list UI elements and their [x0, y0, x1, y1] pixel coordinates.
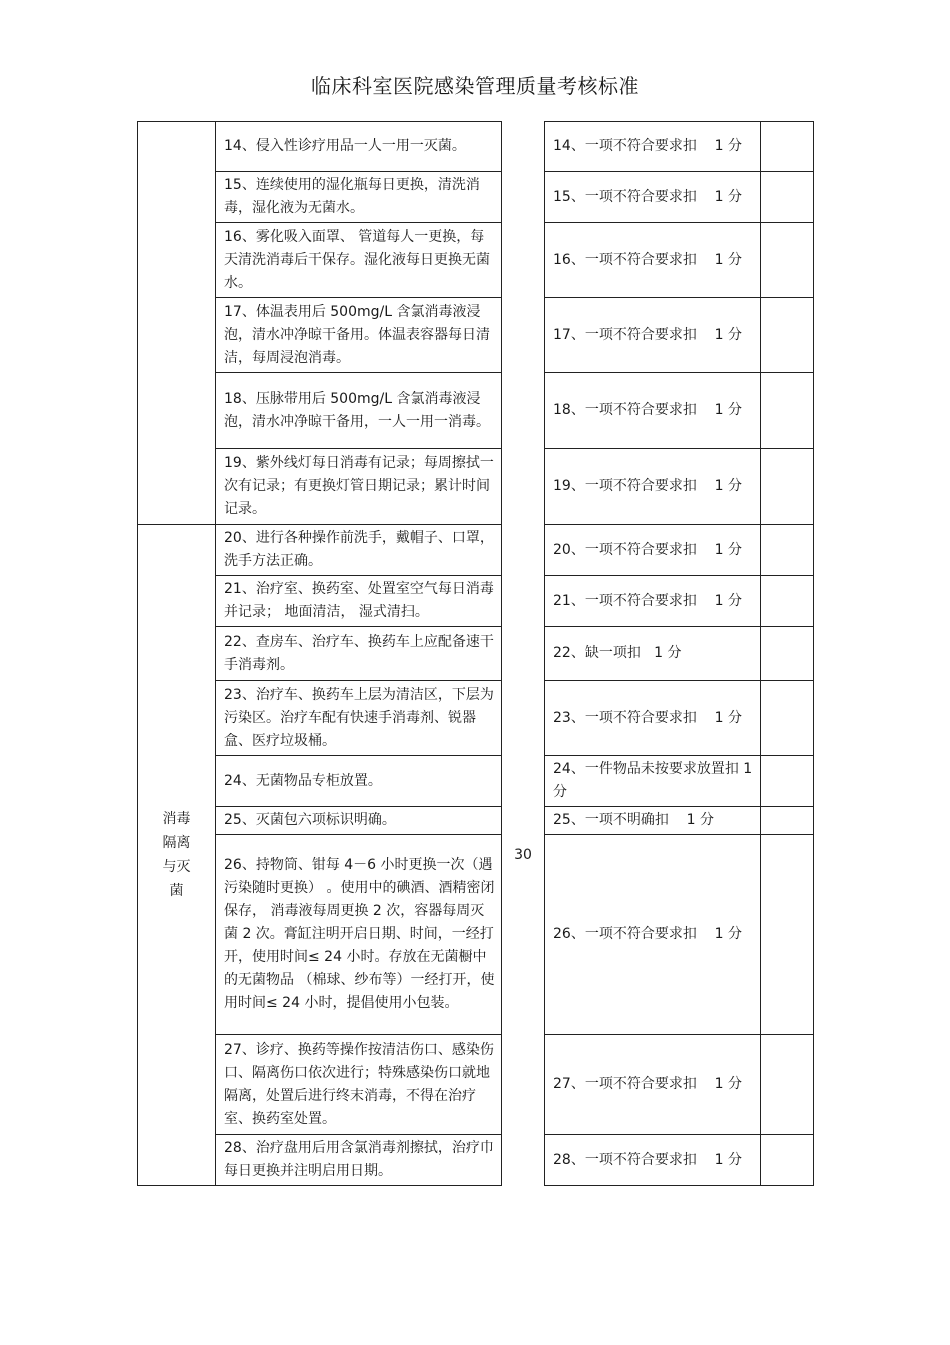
standard-cell: 15、连续使用的湿化瓶每日更换，清洗消毒，湿化液为无菌水。 — [216, 172, 502, 223]
score-cell — [761, 807, 814, 835]
table-row — [138, 122, 814, 172]
deduction-text: 19、一项不符合要求扣 1 分 — [553, 478, 742, 494]
standard-cell: 18、压脉带用后 500mg/L 含氯消毒液浸泡，清水冲净晾干备用，一人一用一消毒。 — [216, 373, 502, 449]
standard-cell: 16、雾化吸入面罩、 管道每人一更换，每天清洗消毒后干保存。湿化液每日更换无菌水。 — [216, 223, 502, 298]
score-cell — [761, 756, 814, 807]
standard-cell: 20、进行各种操作前洗手，戴帽子、口罩，洗手方法正确。 — [216, 525, 502, 576]
table-row — [138, 525, 814, 576]
deduction-text: 24、一件物品未按要求放置扣 1 分 — [553, 761, 757, 800]
deduction-text: 23、一项不符合要求扣 1 分 — [553, 709, 742, 726]
standard-cell: 22、查房车、治疗车、换药车上应配备速干手消毒剂。 — [216, 627, 502, 681]
deduction-text: 26、一项不符合要求扣 1 分 — [553, 926, 742, 942]
deduction-text: 22、缺一项扣 1 分 — [553, 645, 682, 661]
score-cell — [761, 1135, 814, 1186]
deduction-cell — [545, 525, 761, 576]
deduction-cell — [545, 681, 761, 756]
category-cell — [138, 122, 216, 525]
category-label-line: 菌 — [169, 883, 184, 899]
points-cell: 30 — [502, 525, 545, 1186]
table-row — [138, 681, 814, 756]
score-cell — [761, 172, 814, 223]
deduction-cell — [545, 449, 761, 525]
standard-cell: 17、体温表用后 500mg/L 含氯消毒液浸泡，清水冲净晾干备用。体温表容器每日清洁，每周浸泡消毒。 — [216, 298, 502, 373]
table-row — [138, 449, 814, 525]
points-cell — [502, 122, 545, 525]
table-row — [138, 835, 814, 1035]
standard-cell: 21、治疗室、换药室、处置室空气每日消毒并记录； 地面清洁， 湿式清扫。 — [216, 576, 502, 627]
table-row — [138, 627, 814, 681]
deduction-cell — [545, 1135, 761, 1186]
deduction-text: 25、一项不明确扣 1 分 — [553, 812, 714, 828]
deduction-cell — [545, 627, 761, 681]
table-row — [138, 1135, 814, 1186]
deduction-cell — [545, 807, 761, 835]
score-cell — [761, 627, 814, 681]
table-row — [138, 807, 814, 835]
table-row — [138, 223, 814, 298]
standard-cell: 24、无菌物品专柜放置。 — [216, 756, 502, 807]
category-cell — [138, 525, 216, 1186]
deduction-cell — [545, 172, 761, 223]
deduction-cell — [545, 122, 761, 172]
score-cell — [761, 122, 814, 172]
score-cell — [761, 1035, 814, 1135]
assessment-table-body — [138, 122, 814, 1186]
table-row — [138, 373, 814, 449]
deduction-text: 27、一项不符合要求扣 1 分 — [553, 1076, 742, 1092]
deduction-cell — [545, 373, 761, 449]
table-row — [138, 576, 814, 627]
deduction-cell — [545, 756, 761, 807]
category-label-line: 隔离 — [162, 835, 191, 851]
deduction-text: 18、一项不符合要求扣 1 分 — [553, 402, 742, 418]
table-row — [138, 298, 814, 373]
deduction-text: 20、一项不符合要求扣 1 分 — [553, 541, 742, 558]
deduction-cell — [545, 1035, 761, 1135]
deduction-cell — [545, 576, 761, 627]
standard-cell: 14、侵入性诊疗用品一人一用一灭菌。 — [216, 122, 502, 172]
deduction-cell — [545, 835, 761, 1035]
score-cell — [761, 449, 814, 525]
table-row — [138, 756, 814, 807]
deduction-text: 14、一项不符合要求扣 1 分 — [553, 138, 742, 154]
deduction-text: 16、一项不符合要求扣 1 分 — [553, 251, 742, 268]
standard-cell: 28、治疗盘用后用含氯消毒剂擦拭，治疗巾每日更换并注明启用日期。 — [216, 1135, 502, 1186]
deduction-text: 17、一项不符合要求扣 1 分 — [553, 326, 742, 343]
standard-cell: 26、持物筒、钳每 4－6 小时更换一次（遇污染随时更换） 。使用中的碘酒、酒精密闭保存， 消毒液每周更换 2 次，容器每周灭菌 2 次。膏缸注明开启日期、时间，一经打开，使用时间≤ 24 小时。存放在无菌橱中的无菌物品 （棉球、纱布等）一经打开，使用时间≤ 24 小时，提倡使用小包装。 — [216, 835, 502, 1035]
score-cell — [761, 835, 814, 1035]
deduction-text: 15、一项不符合要求扣 1 分 — [553, 188, 742, 205]
score-cell — [761, 525, 814, 576]
deduction-cell — [545, 298, 761, 373]
score-cell — [761, 576, 814, 627]
table-row — [138, 1035, 814, 1135]
category-label-line: 消毒 — [162, 811, 191, 827]
standard-cell: 23、治疗车、换药车上层为清洁区，下层为污染区。治疗车配有快速手消毒剂、锐器盒、医疗垃圾桶。 — [216, 681, 502, 756]
standard-cell: 27、诊疗、换药等操作按清洁伤口、感染伤口、隔离伤口依次进行；特殊感染伤口就地隔离，处置后进行终末消毒，不得在治疗室、换药室处置。 — [216, 1035, 502, 1135]
deduction-cell — [545, 223, 761, 298]
document-title: 临床科室医院感染管理质量考核标准 — [311, 74, 639, 98]
table-row — [138, 172, 814, 223]
standard-cell: 25、灭菌包六项标识明确。 — [216, 807, 502, 835]
score-cell — [761, 223, 814, 298]
score-cell — [761, 681, 814, 756]
assessment-table — [137, 121, 814, 1186]
score-cell — [761, 373, 814, 449]
score-cell — [761, 298, 814, 373]
category-label-line: 与灭 — [162, 859, 191, 875]
deduction-text: 28、一项不符合要求扣 1 分 — [553, 1151, 742, 1168]
deduction-text: 21、一项不符合要求扣 1 分 — [553, 592, 742, 609]
standard-cell: 19、紫外线灯每日消毒有记录；每周擦拭一次有记录；有更换灯管日期记录；累计时间记录。 — [216, 449, 502, 525]
